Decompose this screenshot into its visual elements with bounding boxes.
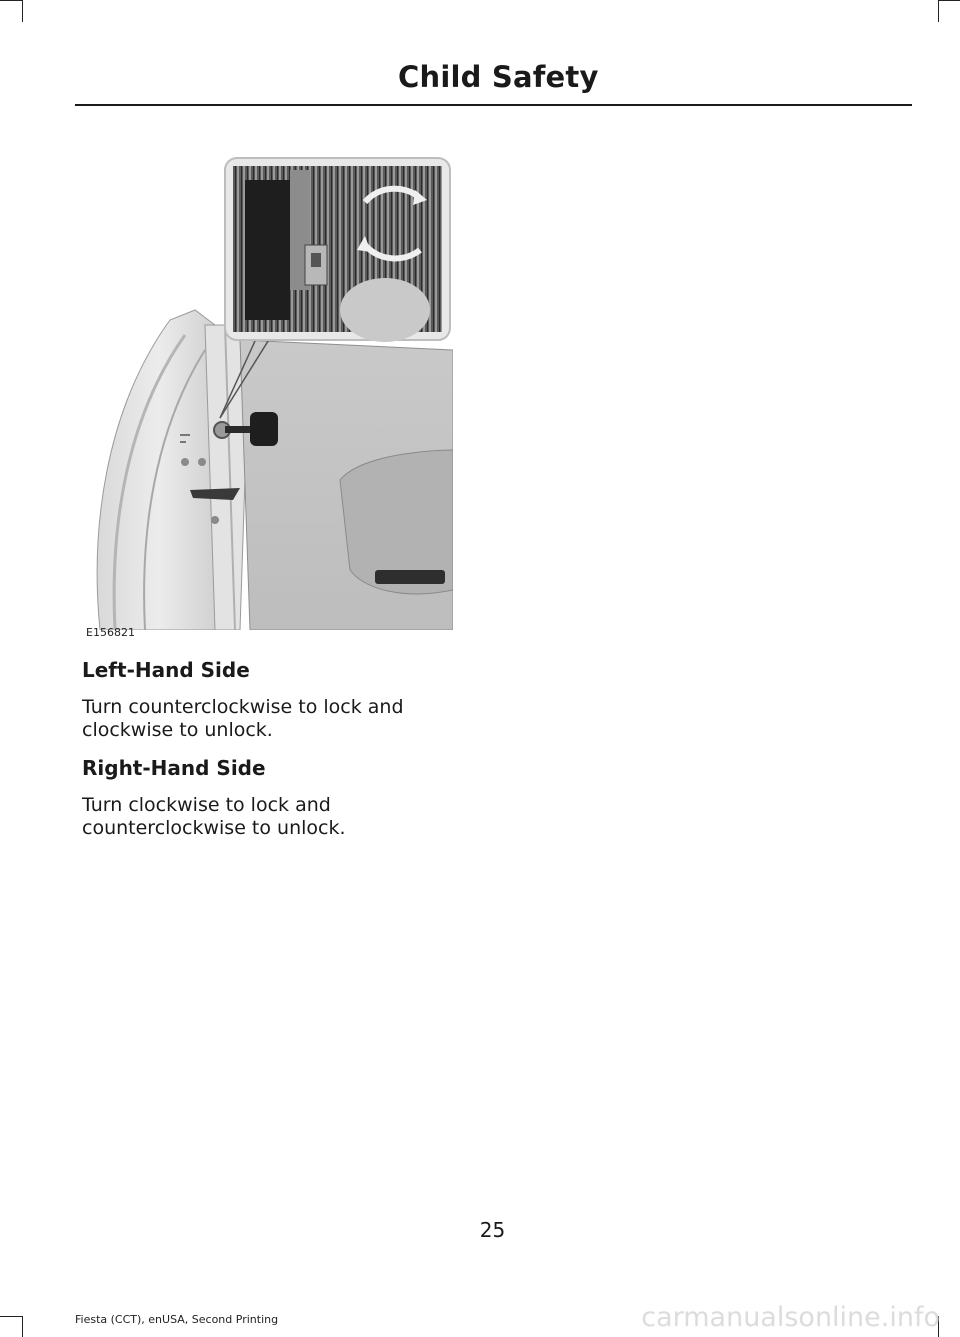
child-lock-illustration bbox=[75, 150, 453, 630]
section-text-left-hand-side: Turn counterclockwise to lock and clockwise to unlock. bbox=[82, 696, 404, 741]
crop-mark bbox=[0, 0, 22, 1]
crop-mark bbox=[939, 0, 960, 1]
publication-info: Fiesta (CCT), enUSA, Second Printing bbox=[75, 1313, 279, 1326]
watermark: carmanualsonline.info bbox=[641, 1302, 940, 1333]
figure-code: E156821 bbox=[86, 626, 135, 639]
section-text-right-hand-side: Turn clockwise to lock and counterclockwise to unlock. bbox=[82, 794, 346, 839]
section-heading-right-hand-side: Right-Hand Side bbox=[82, 756, 266, 780]
crop-mark bbox=[22, 1316, 23, 1337]
page-number: 25 bbox=[479, 1218, 506, 1242]
crop-mark bbox=[22, 0, 23, 22]
section-heading-left-hand-side: Left-Hand Side bbox=[82, 658, 250, 682]
crop-mark bbox=[938, 0, 939, 22]
page-title: Child Safety bbox=[398, 60, 599, 94]
crop-mark bbox=[0, 1316, 22, 1317]
header-divider bbox=[75, 104, 912, 106]
